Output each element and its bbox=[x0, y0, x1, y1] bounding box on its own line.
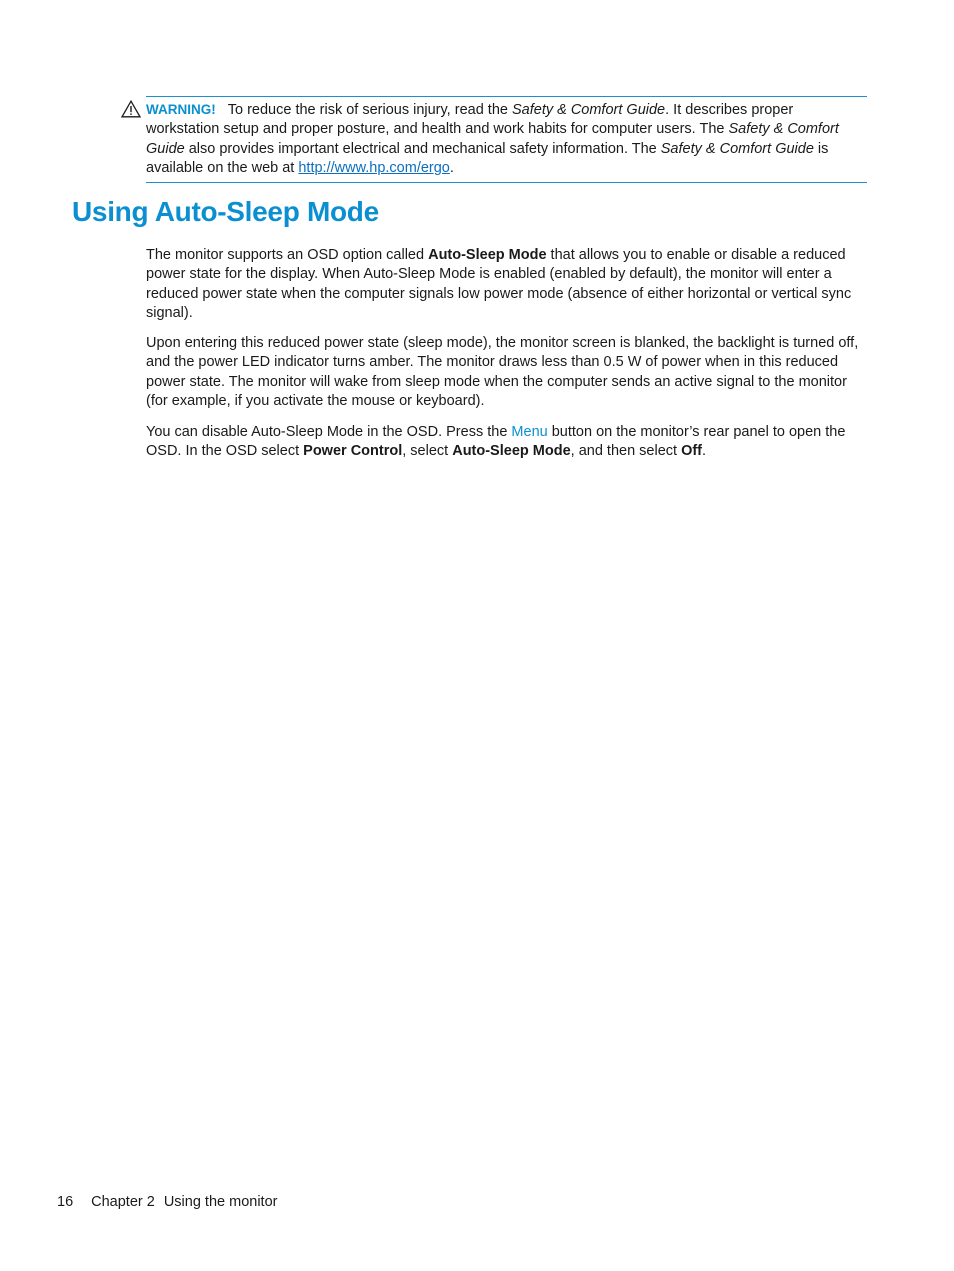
warning-text-4: is available on the web at bbox=[146, 140, 829, 176]
paragraph-1-text-1: The monitor supports an OSD option called bbox=[146, 247, 429, 263]
ergo-link[interactable]: http://www.hp.com/ergo bbox=[298, 159, 450, 176]
warning-label: WARNING! bbox=[146, 102, 216, 117]
warning-text-1: To reduce the risk of serious injury, read the bbox=[227, 102, 512, 118]
footer-chapter-title: Using the monitor bbox=[163, 1194, 278, 1210]
warning-guide-title-2: Safety & Comfort Guide bbox=[146, 121, 839, 157]
warning-notice bbox=[146, 96, 867, 183]
paragraph-1-bold-auto-sleep: Auto-Sleep Mode bbox=[428, 247, 547, 263]
paragraph-1-text-2: that allows you to enable or disable a reduced power state for the display. When Auto-Sleep Mode is enabled (enabled by default), the monitor will enter a reduced power state when the computer signals low power mode (absence of either horizontal or vertical sync signal). bbox=[146, 247, 852, 322]
warning-text-3: also provides important electrical and mechanical safety information. The bbox=[184, 140, 661, 157]
paragraph-3-text-3: , select bbox=[402, 443, 453, 460]
page-number: 16 bbox=[57, 1194, 74, 1210]
menu-button-label: Menu bbox=[511, 424, 548, 440]
warning-text-2: . It describes proper workstation setup and proper posture, and health and work habits for computer users. The bbox=[146, 102, 794, 138]
paragraph-auto-sleep-intro bbox=[146, 246, 862, 324]
paragraph-3-text-4: , and then select bbox=[570, 443, 682, 460]
paragraph-disable-instructions bbox=[146, 423, 862, 462]
paragraph-3-bold-off: Off bbox=[681, 443, 703, 460]
paragraph-3-bold-auto-sleep: Auto-Sleep Mode bbox=[452, 443, 571, 460]
footer-chapter: Chapter 2 bbox=[91, 1194, 155, 1210]
paragraph-3-text-2: button on the monitor’s rear panel to open the OSD. In the OSD select bbox=[146, 424, 846, 460]
warning-triangle-icon bbox=[121, 100, 141, 118]
section-title: Using Auto-Sleep Mode bbox=[72, 196, 379, 227]
paragraph-3-text-5: . bbox=[702, 443, 707, 460]
paragraph-3-bold-power-control: Power Control bbox=[303, 443, 403, 460]
warning-guide-title-1: Safety & Comfort Guide bbox=[511, 102, 666, 118]
warning-text-5: . bbox=[449, 159, 454, 176]
paragraph-2-text: Upon entering this reduced power state (sleep mode), the monitor screen is blanked, the backlight is turned off, and the power LED indicator turns amber. The monitor draws less than 0.5 W of power when in this reduced power state. The monitor will wake from sleep mode when the computer sends an active signal to the monitor (for example, if you activate the mouse or keyboard). bbox=[146, 335, 859, 410]
warning-guide-title-3: Safety & Comfort Guide bbox=[660, 140, 814, 157]
paragraph-sleep-mode-behavior bbox=[146, 334, 862, 412]
paragraph-3-text-1: You can disable Auto-Sleep Mode in the OSD. Press the bbox=[146, 424, 512, 440]
page-footer bbox=[57, 1193, 277, 1212]
